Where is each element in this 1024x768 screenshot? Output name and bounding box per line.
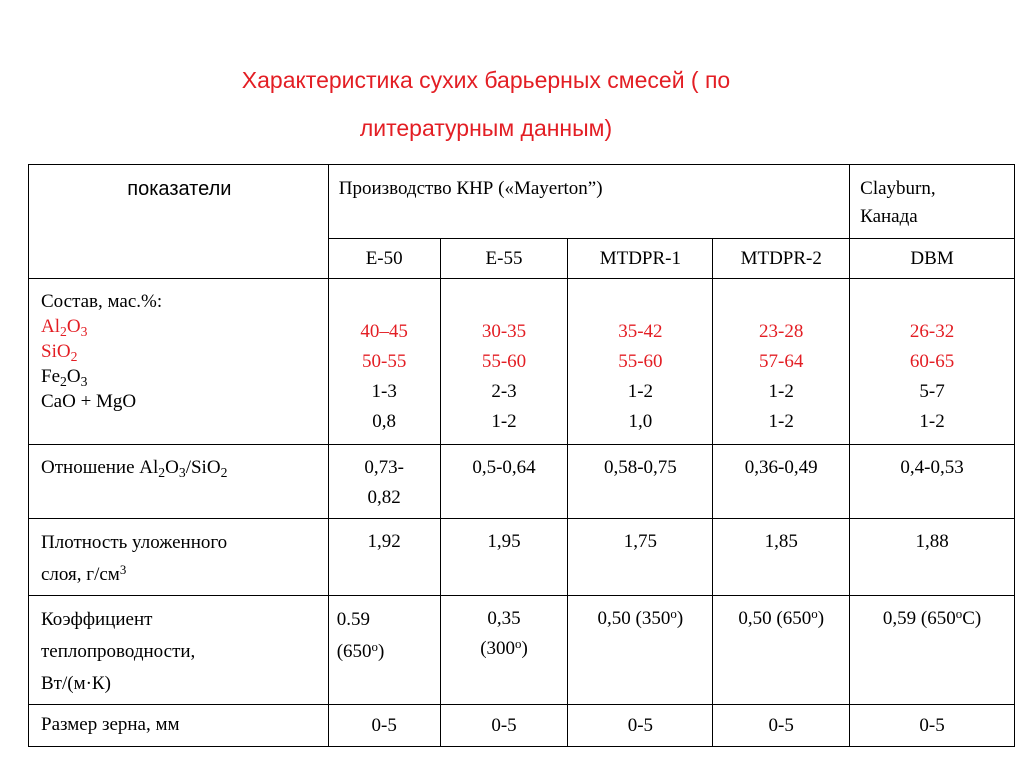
conductivity-e50-line1: 0.59 bbox=[336, 609, 370, 630]
fe2o3-value: 1-2 bbox=[627, 381, 654, 402]
header-clayburn-line1: Clayburn, bbox=[860, 178, 936, 199]
product-e50: Е-50 bbox=[328, 239, 440, 279]
fe2o3-label: $Fe_2O_3$ bbox=[41, 366, 88, 390]
sio2-label: SiO$_2$ bbox=[41, 341, 78, 365]
al2o3-value: 35-42 bbox=[618, 321, 663, 342]
al2o3-value: 23-28 bbox=[759, 321, 804, 342]
conductivity-mtdpr2: 0,50 $(650^о)$ bbox=[713, 596, 850, 705]
ratio-e55: 0,5-0,64 bbox=[440, 445, 568, 519]
al2o3-value: 40–45 bbox=[360, 321, 408, 342]
conductivity-label-line3: Вт/(м·К) bbox=[41, 673, 111, 694]
conductivity-e55-line1: 0,35 bbox=[487, 608, 521, 629]
conductivity-e50 bbox=[328, 596, 440, 705]
density-label bbox=[29, 519, 329, 596]
fe2o3-value: 1-3 bbox=[371, 381, 397, 402]
composition-label: Состав, мас.%: bbox=[41, 291, 163, 312]
composition-row bbox=[29, 279, 1015, 445]
camgo-value: 1-2 bbox=[919, 411, 945, 432]
density-e55: 1,95 bbox=[440, 519, 568, 596]
ratio-mtdpr1: 0,58-0,75 bbox=[568, 445, 713, 519]
camgo-value: 1-2 bbox=[491, 411, 517, 432]
conductivity-dbm: 0,59 $(650^оС)$ bbox=[850, 596, 1015, 705]
conductivity-row bbox=[29, 596, 1015, 705]
header-clayburn-line2: Канада bbox=[860, 206, 918, 227]
fe2o3-value: 5-7 bbox=[919, 381, 945, 402]
composition-label-cell bbox=[29, 279, 329, 445]
density-mtdpr1: 1,75 bbox=[568, 519, 713, 596]
title-line-1: Характеристика сухих барьерных смесей ( по bbox=[241, 67, 731, 93]
conductivity-e55-line2: $(300^о)$ bbox=[480, 636, 528, 659]
product-mtdpr1: MTDPR-1 bbox=[568, 239, 713, 279]
grain-e50: 0-5 bbox=[328, 705, 440, 747]
conductivity-e50-line2: $(650^о)$ bbox=[336, 639, 385, 662]
al2o3-value: 26-32 bbox=[909, 321, 955, 342]
conductivity-e55 bbox=[440, 596, 568, 705]
sio2-value: 50-55 bbox=[362, 351, 407, 372]
fe2o3-value: 2-3 bbox=[491, 381, 517, 402]
ratio-label: Отношение $Al_2O_3/SiO_2$ bbox=[29, 445, 329, 519]
ratio-row bbox=[29, 445, 1015, 519]
al2o3-value: 30-35 bbox=[481, 321, 527, 342]
density-label-line1: Плотность уложенного bbox=[41, 532, 228, 553]
ratio-e50-line1: 0,73- bbox=[364, 457, 404, 478]
product-e55: Е-55 bbox=[440, 239, 568, 279]
density-label-line2: слоя, $г/см^3$ bbox=[41, 562, 127, 585]
sio2-value: 60-65 bbox=[909, 351, 955, 372]
density-dbm: 1,88 bbox=[850, 519, 1015, 596]
grain-label: Размер зерна, мм bbox=[29, 705, 329, 747]
al2o3-label: $Al_2O_3$ bbox=[41, 316, 88, 340]
conductivity-label-line1: Коэффициент bbox=[41, 609, 153, 630]
fe2o3-value: 1-2 bbox=[768, 381, 794, 402]
header-clayburn bbox=[850, 165, 1015, 239]
camgo-value: 1,0 bbox=[628, 411, 653, 432]
product-dbm: DBM bbox=[850, 239, 1015, 279]
composition-dbm bbox=[850, 279, 1015, 445]
camgo-label: CaO + MgO bbox=[41, 391, 137, 412]
sio2-value: 55-60 bbox=[618, 351, 663, 372]
camgo-value: 1-2 bbox=[768, 411, 794, 432]
ratio-e50 bbox=[328, 445, 440, 519]
title-line-2: литературным данным) bbox=[359, 115, 613, 141]
grain-dbm: 0-5 bbox=[850, 705, 1015, 747]
header-china-production: Производство КНР («Mayerton”) bbox=[328, 165, 849, 239]
grain-mtdpr2: 0-5 bbox=[713, 705, 850, 747]
grain-row bbox=[29, 705, 1015, 747]
ratio-dbm: 0,4-0,53 bbox=[850, 445, 1015, 519]
density-e50: 1,92 bbox=[328, 519, 440, 596]
page-title bbox=[0, 56, 972, 152]
ratio-mtdpr2: 0,36-0,49 bbox=[713, 445, 850, 519]
barrier-mixtures-table bbox=[28, 164, 1015, 747]
ratio-e50-line2: 0,82 bbox=[367, 487, 401, 508]
composition-mtdpr2 bbox=[713, 279, 850, 445]
table-header-row bbox=[29, 165, 1015, 239]
sio2-value: 55-60 bbox=[481, 351, 527, 372]
product-mtdpr2: MTDPR-2 bbox=[713, 239, 850, 279]
density-row bbox=[29, 519, 1015, 596]
grain-mtdpr1: 0-5 bbox=[568, 705, 713, 747]
camgo-value: 0,8 bbox=[372, 411, 397, 432]
conductivity-mtdpr1: 0,50 $(350^о)$ bbox=[568, 596, 713, 705]
composition-e55 bbox=[440, 279, 568, 445]
conductivity-label bbox=[29, 596, 329, 705]
conductivity-label-line2: теплопроводности, bbox=[41, 641, 196, 662]
composition-e50 bbox=[328, 279, 440, 445]
sio2-value: 57-64 bbox=[759, 351, 804, 372]
composition-mtdpr1 bbox=[568, 279, 713, 445]
header-indicators: показатели bbox=[29, 165, 329, 279]
grain-e55: 0-5 bbox=[440, 705, 568, 747]
density-mtdpr2: 1,85 bbox=[713, 519, 850, 596]
